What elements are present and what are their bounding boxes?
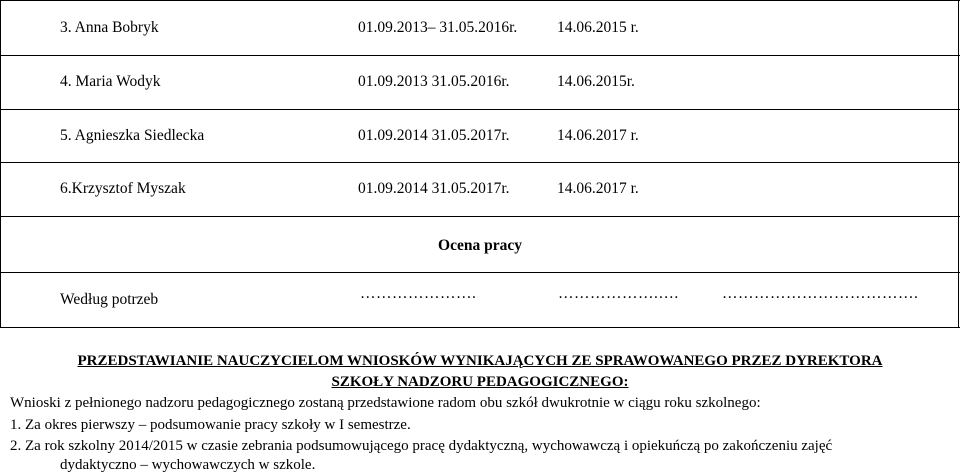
list-item-1: 1. Za okres pierwszy – podsumowanie pracy szkoły w I semestrze. bbox=[10, 417, 411, 433]
table-rule bbox=[0, 272, 960, 273]
table-rule bbox=[0, 55, 960, 56]
evaluation-date: 14.06.2017 r. bbox=[557, 180, 639, 197]
evaluation-period: 01.09.2013 31.05.2016r. bbox=[358, 73, 510, 90]
intro-paragraph: Wnioski z pełnionego nadzoru pedagogicznego zostaną przedstawione radom obu szkół dwukrotnie w ciągu roku szkolnego: bbox=[10, 395, 761, 411]
list-item-2: 2. Za rok szkolny 2014/2015 w czasie zebrania podsumowującego pracę dydaktyczną, wychowawczą i opiekuńczą po zakończeniu zajęć bbox=[10, 438, 833, 454]
evaluation-date: 14.06.2017 r. bbox=[557, 127, 639, 144]
teacher-name: 6.Krzysztof Myszak bbox=[60, 180, 186, 197]
teacher-name: 4. Maria Wodyk bbox=[60, 73, 161, 90]
evaluation-period: 01.09.2014 31.05.2017r. bbox=[358, 180, 510, 197]
evaluation-date: 14.06.2015 r. bbox=[557, 19, 639, 36]
section-heading-line1: PRZEDSTAWIANIE NAUCZYCIELOM WNIOSKÓW WYNIKAJĄCYCH ZE SPRAWOWANEGO PRZEZ DYREKTORA bbox=[77, 353, 883, 369]
placeholder-dots: ………………………………. bbox=[722, 285, 919, 302]
frequency-label: Według potrzeb bbox=[60, 291, 159, 308]
list-item-2-continuation: dydaktyczno – wychowawczych w szkole. bbox=[60, 457, 316, 473]
evaluation-period: 01.09.2013– 31.05.2016r. bbox=[358, 19, 518, 36]
placeholder-dots: …………………. bbox=[360, 285, 477, 302]
table-border-left bbox=[0, 0, 1, 328]
table-rule bbox=[0, 0, 960, 1]
evaluation-date: 14.06.2015r. bbox=[557, 73, 635, 90]
table-rule bbox=[0, 162, 960, 163]
table-border-right bbox=[958, 0, 959, 328]
section-heading-line2: SZKOŁY NADZORU PEDAGOGICZNEGO: bbox=[331, 374, 629, 390]
table-rule bbox=[0, 216, 960, 217]
teacher-name: 3. Anna Bobryk bbox=[60, 19, 159, 36]
evaluation-period: 01.09.2014 31.05.2017r. bbox=[358, 127, 510, 144]
section-title: Ocena pracy bbox=[438, 237, 522, 254]
placeholder-dots: ……………….…. bbox=[558, 285, 679, 302]
table-rule bbox=[0, 109, 960, 110]
table-rule bbox=[0, 327, 960, 328]
teacher-name: 5. Agnieszka Siedlecka bbox=[60, 127, 205, 144]
